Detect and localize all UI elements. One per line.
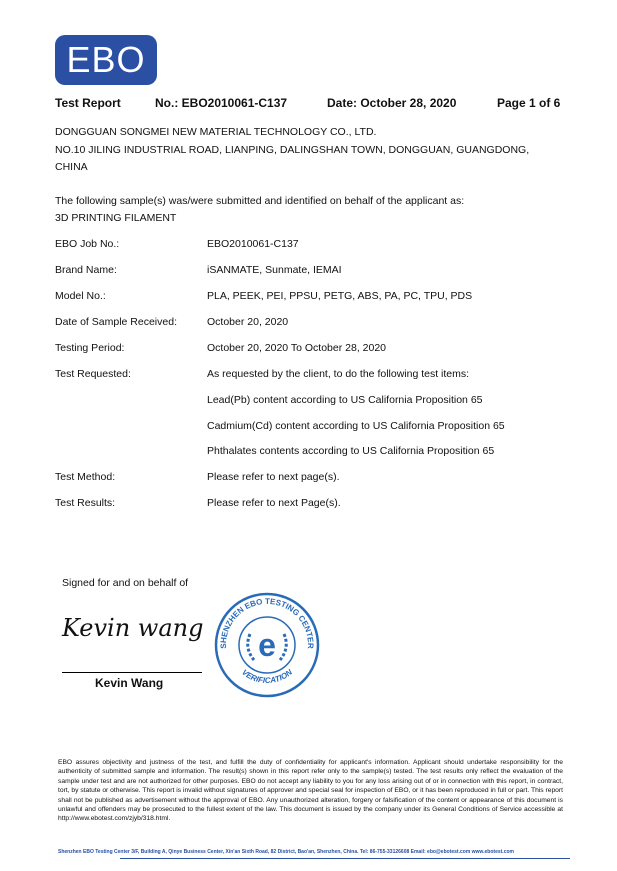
test-method-value: Please refer to next page(s). (207, 471, 340, 483)
field-value: iSANMATE, Sunmate, IEMAI (207, 264, 342, 276)
sample-name: 3D PRINTING FILAMENT (55, 212, 177, 224)
applicant-name: DONGGUAN SONGMEI NEW MATERIAL TECHNOLOGY CO., LTD. (55, 126, 377, 138)
applicant-country: CHINA (55, 161, 88, 173)
test-item: Phthalates contents according to US California Proposition 65 (207, 445, 495, 457)
field-label: EBO Job No.: (55, 238, 120, 250)
field-label: Brand Name: (55, 264, 117, 276)
verification-stamp (214, 592, 320, 698)
field-label: Testing Period: (55, 342, 125, 354)
ebo-logo: EBO (55, 35, 157, 85)
field-value: October 20, 2020 (207, 316, 289, 328)
page-number: Page 1 of 6 (497, 96, 561, 110)
svg-text:VERIFICATION (240, 668, 294, 686)
field-value: EBO2010061-C137 (207, 238, 299, 250)
field-label: Model No.: (55, 290, 106, 302)
test-results-label: Test Results: (55, 497, 116, 509)
report-date: Date: October 28, 2020 (327, 96, 457, 110)
signed-for-text: Signed for and on behalf of (62, 577, 189, 589)
footer-divider (120, 858, 570, 859)
applicant-address: NO.10 JILING INDUSTRIAL ROAD, LIANPING, DALINGSHAN TOWN, DONGGUAN, GUANGDONG, (55, 144, 530, 156)
signature-line (62, 672, 202, 673)
report-title: Test Report (55, 96, 121, 110)
stamp-bottom-text: VERIFICATION (240, 667, 294, 686)
disclaimer-text: EBO assures objectivity and justness of the test, and fulfill the duty of confidentiality for applicant's information. Applicant should undertake responsibility for the authenticity of submitted sample and information. The result(s) shown in this report refer only to the sample(s) tested. The test results only reflect the evaluation of the sample under test and are not authorized for other purposes. EBO do not accept any liability to you for any loss arising out of or in connection with this report, in contract, tort, by statute or otherwise. This report is invalid without signatures of approver and special seal for inspection of EBO, or it has been reproduced in full or part. This report shall not be published as advertisement without the approval of EBO. Any unauthorized alteration, forgery or falsification of the content or appearance of this document is unlawful and offenders may be prosecuted to the fullest extent of the law. This document is issued by the company under its General Conditions of Service accessible at http://www.ebotest.com/zjyb/318.html. (58, 759, 563, 823)
stamp-e-logo: e (258, 627, 276, 663)
field-value: October 20, 2020 To October 28, 2020 (207, 342, 387, 354)
field-value: PLA, PEEK, PEI, PPSU, PETG, ABS, PA, PC, TPU, PDS (207, 290, 473, 302)
report-number: No.: EBO2010061-C137 (155, 96, 288, 110)
test-item: Lead(Pb) content according to US California Proposition 65 (207, 394, 483, 406)
footer-contact: Shenzhen EBO Testing Center 3/F, Building A, Qinye Business Center, Xin'an Sixth Road, 82 District, Bao'an, Shenzhen, China. Tel: 86-755-33126608 Email: ebo@ebotest.com www.ebotest.com (58, 849, 514, 855)
signature: Kevin wang (62, 614, 204, 642)
field-label: Test Requested: (55, 368, 131, 380)
field-label: Date of Sample Received: (55, 316, 177, 328)
signer-name: Kevin Wang (95, 676, 164, 690)
test-method-label: Test Method: (55, 471, 116, 483)
field-value: As requested by the client, to do the following test items: (207, 368, 470, 380)
test-results-value: Please refer to next Page(s). (207, 497, 341, 509)
intro-text: The following sample(s) was/were submitted and identified on behalf of the applicant as: (55, 195, 465, 207)
test-item: Cadmium(Cd) content according to US California Proposition 65 (207, 420, 505, 432)
stamp-ring-text: SHENZHEN EBO TESTING CENTER (218, 596, 316, 649)
